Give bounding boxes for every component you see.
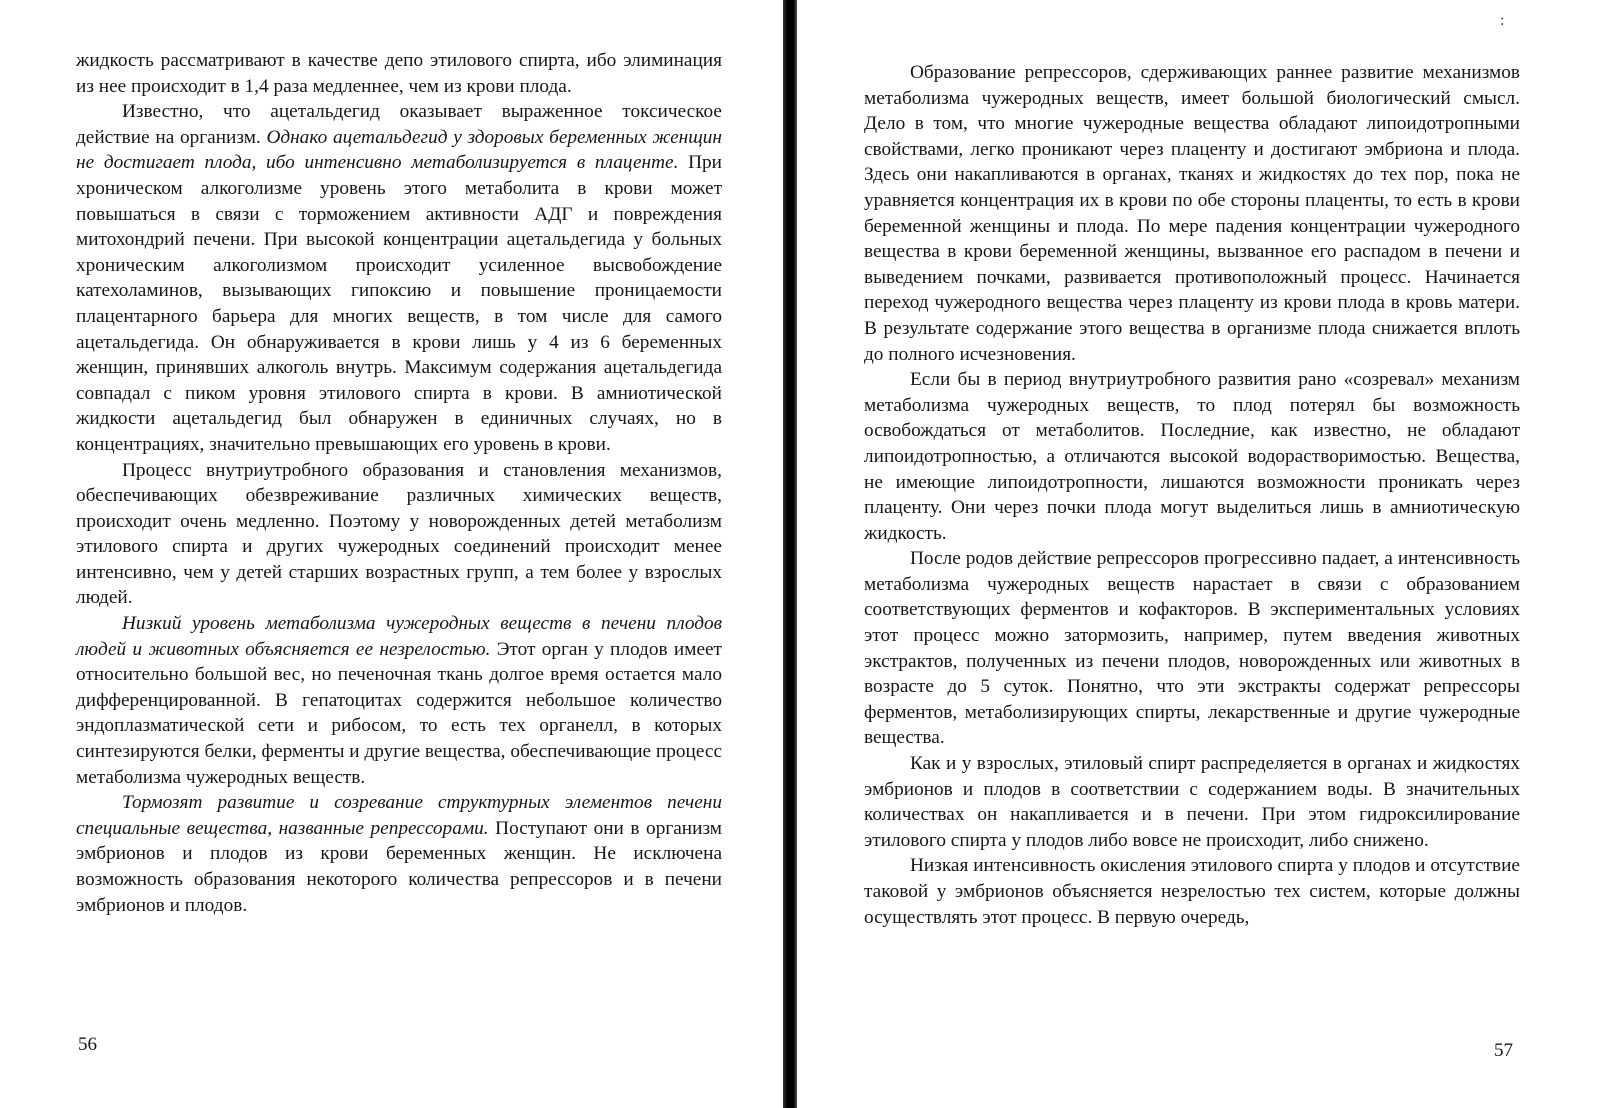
- paragraph: Образование репрессоров, сдерживающих раннее развитие механизмов метаболизма чужеродных веществ, имеет большой биологический смысл. Дело в том, что многие чужеродные вещества обладают липоидотропными свойствами, легко проникают через плаценту и достигают эмбриона и плода. Здесь они накапливаются в органах, тканях и жидкостях до тех пор, пока не уравняется концентрация их в крови по обе стороны плаценты, то есть в крови беременной женщины и плода. По мере падения концентрации чужеродного вещества в крови беременной женщины, вызванное его распадом в печени и выведением почками, развивается противоположный процесс. Начинается переход чужеродного вещества через плаценту из крови плода в кровь матери. В результате содержание этого вещества в организме плода снижается вплоть до полного исчезновения.: [864, 62, 1520, 365]
- left-page-text: [76, 48, 722, 918]
- paragraph: Как и у взрослых, этиловый спирт распределяется в органах и жидкостях эмбрионов и плодов в соответствии с содержанием воды. В значительных количествах он накапливается и в печени. При этом гидроксилирование этилового спирта у плодов либо вовсе не происходит, либо снижено.: [864, 753, 1520, 851]
- paragraph: [76, 99, 722, 457]
- paragraph: [76, 790, 722, 918]
- left-page: [0, 0, 784, 1108]
- paragraph: [76, 611, 722, 790]
- paragraph-text: жидкость рассматривают в качестве депо этилового спирта, ибо элиминация из нее происходит в 1,4 раза медленнее, чем из крови плода.: [76, 50, 722, 97]
- right-page: [800, 0, 1600, 1108]
- right-page-text: [864, 60, 1520, 930]
- page-number-right: 57: [1494, 1040, 1513, 1061]
- paragraph-text: Поступают они в организм эмбрионов и плодов из крови беременных женщин. Не исключена возможность образования некоторого количества репрессоров и в печени эмбрионов и плодов.: [76, 817, 722, 916]
- paragraph: [76, 48, 722, 99]
- book-spine: [783, 0, 797, 1108]
- paragraph: [76, 458, 722, 612]
- page-number-left: 56: [78, 1034, 97, 1055]
- paragraph-text: Этот орган у плодов имеет относительно большой вес, но печеночная ткань долгое время остается мало дифференцированной. В гепатоцитах содержится небольшое количество эндоплазматической сети и рибосом, то есть тех органелл, в которых синтезируются белки, ферменты и другие вещества, обеспечивающие процесс метаболизма чужеродных веществ.: [76, 638, 722, 788]
- paragraph: Если бы в период внутриутробного развития рано «созревал» механизм метаболизма чужеродных веществ, то плод потерял бы возможность освобождаться от метаболитов. Последние, как известно, не обладают липоидотропностью, а отличаются высокой водорастворимостью. Вещества, не имеющие липоидотропности, лишаются возможности проникать через плаценту. Они через почки плода могут выделиться лишь в амниотическую жидкость.: [864, 369, 1520, 544]
- italic-emphasis: Однако ацетальдегид у здоровых беременных женщин не достигает плода, ибо интенсивно метаболизируется в плаценте.: [76, 126, 722, 174]
- paragraph-text: При хроническом алкоголизме уровень этого метаболита в крови может повышаться в связи с торможением активности АДГ и повреждения митохондрий печени. При высокой концентрации ацетальдегида у больных хроническим алкоголизмом происходит усиленное высвобождение катехоламинов, вызывающих гипоксию и повышение проницаемости плацентарного барьера для многих веществ, в том числе для самого ацетальдегида. Он обнаруживается в крови лишь у 4 из 6 беременных женщин, принявших алкоголь внутрь. Максимум содержания ацетальдегида совпадал с пиком уровня этилового спирта в крови. В амниотической жидкости ацетальдегид был обнаружен в единичных случаях, но в концентрациях, значительно превышающих его уровень в крови.: [76, 152, 722, 455]
- paragraph: После родов действие репрессоров прогрессивно падает, а интенсивность метаболизма чужеродных веществ нарастает в связи с образованием соответствующих ферментов и кофакторов. В экспериментальных условиях этот процесс можно затормозить, например, путем введения животных экстрактов, полученных из печени плодов, новорожденных или животных в возрасте до 5 суток. Понятно, что эти экстракты содержат репрессоры ферментов, метаболизирующих спирты, лекарственные и другие чужеродные вещества.: [864, 548, 1520, 749]
- italic-emphasis: Тормозят развитие и созревание структурных элементов печени специальные вещества, названные репрессорами.: [76, 792, 722, 839]
- paragraph: Низкая интенсивность окисления этилового спирта у плодов и отсутствие таковой у эмбрионов объясняется незрелостью тех систем, которые должны осуществлять этот процесс. В первую очередь,: [864, 855, 1520, 928]
- italic-emphasis: Низкий уровень метаболизма чужеродных веществ в печени плодов людей и животных объясняется ее незрелостью.: [76, 613, 722, 660]
- corner-mark: :: [1500, 12, 1505, 29]
- paragraph-text: Процесс внутриутробного образования и становления механизмов, обеспечивающих обезвреживание различных химических веществ, происходит очень медленно. Поэтому у новорожденных детей метаболизм этилового спирта и других чужеродных соединений происходит менее интенсивно, чем у детей старших возрастных групп, а тем более у взрослых людей.: [76, 459, 722, 609]
- paragraph-text: Известно, что ацетальдегид оказывает выраженное токсическое действие на организм.: [76, 101, 722, 148]
